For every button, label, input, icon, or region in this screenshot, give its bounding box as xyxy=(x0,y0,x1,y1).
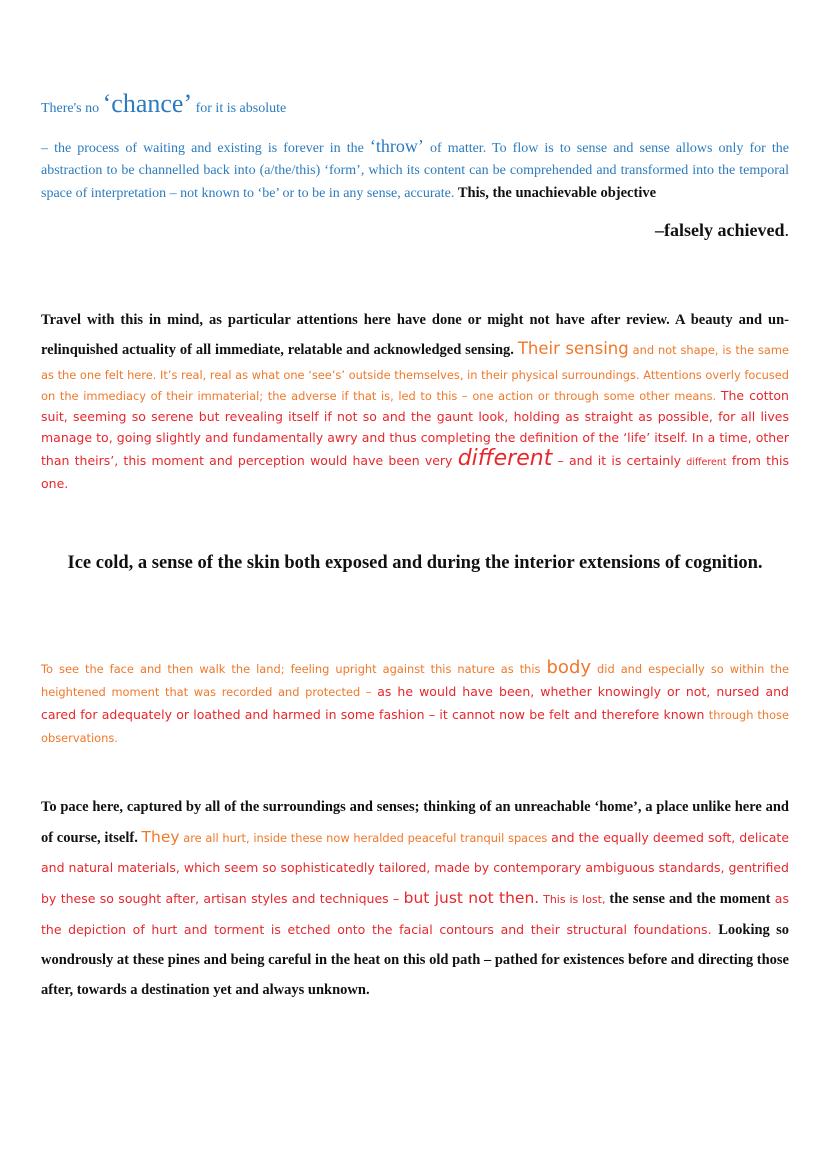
travel-different-small: different xyxy=(686,457,727,468)
travel-their-sensing: Their sensing xyxy=(517,339,629,358)
ice-cold-line: Ice cold, a sense of the skin both exposed and during the interior extensions of cognition. xyxy=(67,553,763,573)
intro-throw: ‘throw’ xyxy=(369,136,424,156)
pace-bold-1: To pace here, captured by all of the surroundings and senses; thinking of an unreachable ‘home’, a place unlike here and of course, itself. xyxy=(41,799,789,846)
face-land-paragraph xyxy=(41,657,789,749)
section-heading xyxy=(41,86,286,127)
intro-text-2: of matter. To flow is to sense and sense allows only for the abstraction to be channelled back into (a/the/this) ‘form’, which its content can be comprehended and transformed into the temporal space of interpretation – not known to ‘be’ or to be in any sense, accurate. xyxy=(41,141,789,201)
heading-chance: ‘chance’ xyxy=(102,89,193,118)
pace-they-word: They xyxy=(141,828,180,846)
pace-bold-2: the sense and the moment xyxy=(609,891,771,907)
travel-red-text-1: The cotton suit, seeming so serene but revealing itself if not so and the gaunt look, holding as straight as possible, for all lives manage to, going slightly and fundamentally awry and thus completing the definition of the ‘life’ itself. In a time, other than theirs’, this moment and perception would have been very xyxy=(41,388,789,468)
pace-orange-text: are all hurt, inside these now heralded peaceful tranquil spaces xyxy=(179,831,552,845)
heading-pre: There's no xyxy=(41,101,103,116)
face-orange-text-2: did and especially so within the heightened moment that was recorded and protected – xyxy=(41,662,789,699)
travel-orange-text: and not shape, is the same as the one felt here. It’s real, real as what one ‘see’s’ outside themselves, in their physical surroundings. Attentions overly focused on the immediacy of their immaterial; the adverse if that is, led to this – one action or through some other means. xyxy=(41,343,789,403)
face-red-text: as he would have been, whether knowingly or not, nursed and cared for adequately or loathed and harmed in some fashion – it cannot now be felt and therefore known xyxy=(41,684,789,722)
pace-bold-3: Looking so wondrously at these pines and being careful in the heat on this old path – pathed for existences before and directing those after, towards a destination yet and always unknown. xyxy=(41,922,789,998)
travel-paragraph xyxy=(41,305,789,494)
pace-paragraph xyxy=(41,792,789,1005)
pace-red-text-2: as the depiction of hurt and torment is etched onto the facial contours and their structural foundations. xyxy=(41,891,789,937)
pace-red-text-1: and the equally deemed soft, delicate and natural materials, which seem so sophisticatedly tailored, made by contemporary ambiguous standards, gentrified by these so sought after, artisan styles and techniques – xyxy=(41,830,790,906)
pace-but-just-not-then: but just not then. xyxy=(403,889,540,907)
heading-post: for it is absolute xyxy=(192,101,287,116)
travel-different-large: different xyxy=(457,446,553,471)
face-body-word: body xyxy=(546,657,592,678)
travel-red-text-3: from this one. xyxy=(41,453,789,491)
tail-text: –falsely achieved xyxy=(655,220,785,240)
intro-bold: This, the unachievable objective xyxy=(457,185,657,201)
travel-red-text-2: – and it is certainly xyxy=(552,453,687,468)
face-orange-text-3: through those observations. xyxy=(41,708,789,745)
face-orange-text-1: To see the face and then walk the land; feeling upright against this nature as this xyxy=(41,662,547,676)
intro-text-1: – the process of waiting and existing is forever in the xyxy=(41,141,370,156)
tail-dot: . xyxy=(784,220,789,240)
travel-lead: Travel with this in mind, as particular attentions here have done or might not have after review. A beauty and un-relinquished actuality of all immediate, relatable and acknowledged sensing. xyxy=(41,312,789,358)
pace-this-is-lost: This is lost, xyxy=(539,893,610,906)
intro-paragraph xyxy=(41,135,789,205)
falsely-achieved-line xyxy=(655,220,789,241)
